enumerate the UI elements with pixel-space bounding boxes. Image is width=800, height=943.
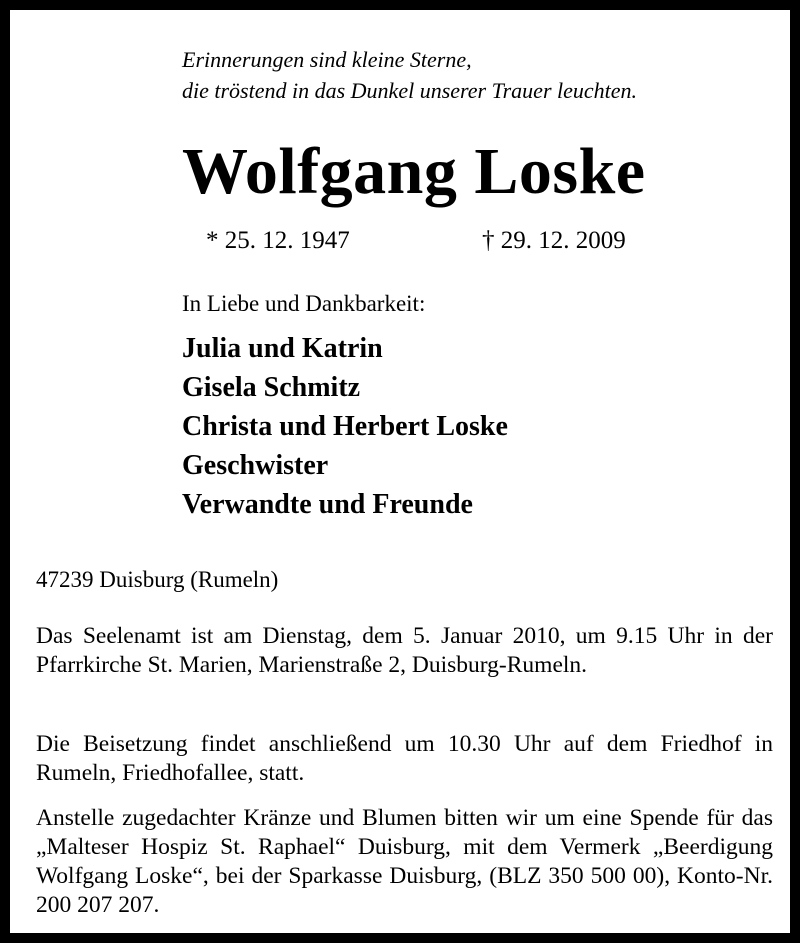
requiem-paragraph: Das Seelenamt ist am Dienstag, dem 5. Januar 2010, um 9.15 Uhr in der Pfarrkirche St. Marien, Marienstraße 2, Duisburg-Rumeln. [36,623,773,678]
mourner-entry: Gisela Schmitz [182,372,361,403]
deceased-name: Wolfgang Loske [182,135,646,208]
burial-paragraph: Die Beisetzung findet anschließend um 10.30 Uhr auf dem Friedhof in Rumeln, Friedhofallee, statt. [36,731,773,786]
donation-paragraph: Anstelle zugedachter Kränze und Blumen bitten wir um eine Spende für das „Malteser Hospiz St. Raphael“ Duisburg, mit dem Vermerk „Beerdigung Wolfgang Loske“, bei der Sparkasse Duisburg, (BLZ 350 500 00), Konto-Nr. 200 207 207. [36,805,773,918]
motto-line-1: Erinnerungen sind kleine Sterne, [182,47,472,72]
death-date: † 29. 12. 2009 [482,227,626,254]
mourner-entry: Julia und Katrin [182,333,383,364]
motto-quote [182,44,637,106]
birth-date: * 25. 12. 1947 [206,227,350,254]
mourner-entry: Verwandte und Freunde [182,489,473,520]
address: 47239 Duisburg (Rumeln) [36,567,279,592]
mourner-entry: Geschwister [182,450,329,481]
mourner-entry: Christa und Herbert Loske [182,411,508,442]
motto-line-2: die tröstend in das Dunkel unserer Trauer leuchten. [182,78,638,103]
mourners-list [182,329,508,524]
thanks-line: In Liebe und Dankbarkeit: [182,291,426,316]
